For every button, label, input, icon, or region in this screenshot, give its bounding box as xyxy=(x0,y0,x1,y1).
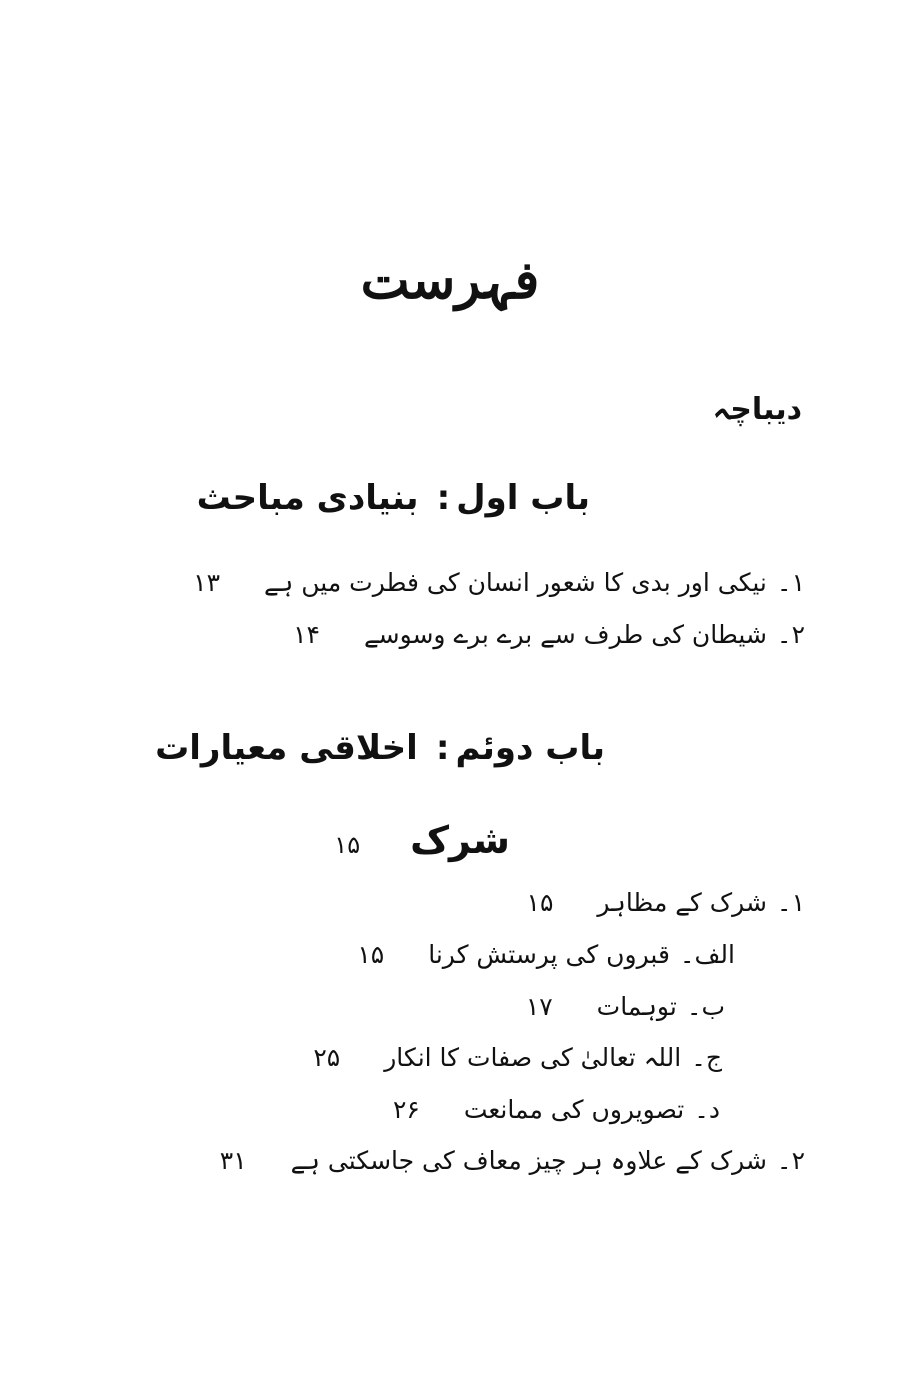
entry-number: الف۔ xyxy=(679,940,735,969)
toc-entry xyxy=(193,568,805,597)
section-heading xyxy=(334,818,510,862)
entry-number: ۲۔ xyxy=(776,620,805,649)
entry-page-number: ۱۳ xyxy=(193,568,220,597)
toc-entry xyxy=(527,888,805,917)
section-page-number: ۱۵ xyxy=(334,831,361,859)
preface-heading: دیباچہ xyxy=(712,392,802,427)
entry-page-number: ۱۵ xyxy=(357,940,385,969)
entry-number: ۱۔ xyxy=(776,888,805,917)
chapter-1-heading xyxy=(197,478,590,518)
entry-page-number: ۱۵ xyxy=(526,888,554,917)
entry-text: شرک کے علاوہ ہر چیز معاف کی جاسکتی ہے xyxy=(290,1146,767,1175)
entry-text: توہمات xyxy=(596,992,677,1021)
entry-text: نیکی اور بدی کا شعور انسان کی فطرت میں ہے xyxy=(264,568,767,597)
entry-text: شرک کے مظاہر xyxy=(597,888,767,917)
chapter-1-label: باب اول xyxy=(456,478,590,518)
entry-number: د۔ xyxy=(694,1095,720,1124)
chapter-2-name: اخلاقی معیارات xyxy=(155,728,418,768)
entry-text: تصویروں کی ممانعت xyxy=(463,1095,685,1124)
toc-entry xyxy=(313,1043,722,1072)
entry-number: ب۔ xyxy=(686,992,725,1021)
toc-entry xyxy=(220,1146,805,1175)
toc-entry xyxy=(293,620,805,649)
chapter-2-heading xyxy=(155,728,605,768)
toc-entry xyxy=(393,1095,720,1124)
entry-page-number: ۲۶ xyxy=(392,1095,420,1124)
entry-page-number: ۱۷ xyxy=(525,992,553,1021)
entry-number: ۲۔ xyxy=(776,1146,805,1175)
chapter-1-separator: : xyxy=(436,478,451,518)
entry-page-number: ۱۴ xyxy=(293,620,320,649)
entry-text: اللہ تعالیٰ کی صفات کا انکار xyxy=(384,1043,682,1072)
chapter-1-name: بنیادی مباحث xyxy=(196,478,419,518)
entry-page-number: ۳۱ xyxy=(219,1146,247,1175)
entry-page-number: ۲۵ xyxy=(313,1043,341,1072)
chapter-2-separator: : xyxy=(435,728,450,768)
chapter-2-label: باب دوئم xyxy=(455,728,605,768)
toc-entry xyxy=(357,940,735,969)
entry-number: ج۔ xyxy=(691,1043,722,1072)
entry-text: قبروں کی پرستش کرنا xyxy=(428,940,670,969)
section-title: شرک xyxy=(410,818,510,862)
entry-text: شیطان کی طرف سے برے برے وسوسے xyxy=(363,620,767,649)
page-title: فہرست xyxy=(360,250,540,311)
toc-entry xyxy=(526,992,725,1021)
entry-number: ۱۔ xyxy=(776,568,805,597)
